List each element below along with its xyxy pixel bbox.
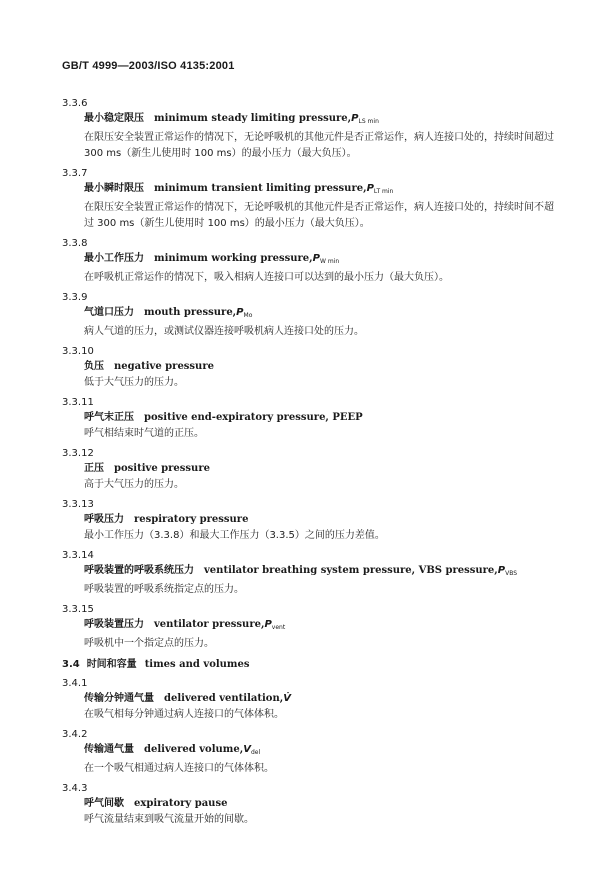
term-heading [84,306,562,323]
term-heading [84,513,562,527]
term-zh: 正压 [84,463,104,474]
term-symbol-sub: VBS [505,570,518,577]
clause-number: 3.4.1 [62,678,88,689]
clause-number: 3.4.2 [62,729,88,740]
term-en: negative pressure [114,361,214,372]
clause-3-4-2 [62,729,562,777]
term-definition: 高于大气压力的压力。 [84,479,184,490]
term-heading [84,618,562,635]
clause-number: 3.3.15 [62,604,94,615]
clause-3-3-9 [62,292,562,340]
term-zh: 传输通气量 [84,744,134,755]
term-definition: 呼气相结束时气道的正压。 [84,428,204,439]
term-zh: 呼吸压力 [84,514,124,525]
term-definition: 呼气流量结束到吸气流量开始的间歇。 [84,814,254,825]
term-heading [84,564,562,581]
clause-number: 3.3.14 [62,550,94,561]
term-zh: 呼气末正压 [84,412,134,423]
term-zh: 传输分钟通气量 [84,693,154,704]
term-symbol: P [236,307,244,318]
term-symbol: V [243,744,251,755]
term-heading [84,692,562,706]
clause-3-4-1 [62,678,562,723]
term-en: mouth pressure, [144,307,237,318]
clause-3-3-7 [62,168,562,232]
clause-3-3-11 [62,397,562,442]
term-symbol: P [264,619,272,630]
term-zh: 最小稳定限压 [84,113,144,124]
clause-3-3-8 [62,238,562,286]
term-en: ventilator breathing system pressure, VBS pressure, [204,565,498,576]
term-heading [84,797,562,811]
term-heading [84,743,562,760]
clause-number: 3.3.13 [62,499,94,510]
clause-3-4-3 [62,783,562,828]
term-zh: 负压 [84,361,104,372]
document-body [62,92,562,828]
term-en: positive end-expiratory pressure, PEEP [144,412,363,423]
standard-code-header: GB/T 4999—2003/ISO 4135:2001 [62,60,235,72]
term-heading [84,411,562,425]
clause-3-3-13 [62,499,562,544]
clause-number: 3.3.12 [62,448,94,459]
term-zh: 最小瞬时限压 [84,183,144,194]
term-symbol-sub: Mo [243,312,253,319]
clause-3-3-15 [62,604,562,652]
term-en: respiratory pressure [134,514,249,525]
term-en: ventilator pressure, [154,619,265,630]
term-definition: 病人气道的压力，或测试仪器连接呼吸机病人连接口处的压力。 [84,326,364,337]
term-en: minimum working pressure, [154,253,313,264]
clause-3-3-14 [62,550,562,598]
clause-number: 3.3.10 [62,346,94,357]
clause-3-3-10 [62,346,562,391]
term-symbol: P [312,253,320,264]
term-symbol-sub: LS min [358,118,379,125]
term-symbol-sub: del [250,749,261,756]
term-symbol: P [366,183,374,194]
term-en: minimum transient limiting pressure, [154,183,367,194]
term-heading [84,182,562,199]
term-definition: 最小工作压力（3.3.8）和最大工作压力（3.3.5）之间的压力差值。 [84,530,385,541]
clause-number: 3.4.3 [62,783,88,794]
clause-3-3-6 [62,98,562,162]
term-symbol-sub: W min [320,258,340,265]
term-definition: 在限压安全装置正常运作的情况下，无论呼吸机的其他元件是否正常运作，病人连接口处的，持续时间超过 300 ms（新生儿使用时 100 ms）的最小压力（最大负压）。 [84,132,554,159]
term-definition: 在吸气相每分钟通过病人连接口的气体体积。 [84,709,284,720]
term-en: delivered volume, [144,744,244,755]
term-heading [84,252,562,269]
term-symbol: P [351,113,359,124]
section-heading-3-4 [62,658,562,672]
term-symbol-sub: vent [271,624,286,631]
term-heading [84,360,562,374]
term-en: expiratory pause [134,798,228,809]
term-symbol: P [497,565,506,576]
term-definition: 低于大气压力的压力。 [84,377,184,388]
clause-number: 3.3.9 [62,292,88,303]
term-en: positive pressure [114,463,210,474]
clause-number: 3.3.6 [62,98,88,109]
term-definition: 呼吸装置的呼吸系统指定点的压力。 [84,584,244,595]
clause-number: 3.3.8 [62,238,88,249]
term-heading [84,462,562,476]
term-zh: 呼吸装置的呼吸系统压力 [84,565,194,576]
term-definition: 在呼吸机正常运作的情况下，吸入相病人连接口可以达到的最小压力（最大负压）。 [84,272,449,283]
term-definition: 在一个吸气相通过病人连接口的气体体积。 [84,763,274,774]
section-title-zh: 时间和容量 [86,659,137,670]
term-en: minimum steady limiting pressure, [154,113,352,124]
clause-number: 3.3.7 [62,168,88,179]
term-en: delivered ventilation, [164,693,284,704]
clause-number: 3.3.11 [62,397,94,408]
section-number: 3.4 [62,659,80,670]
term-definition: 在限压安全装置正常运作的情况下，无论呼吸机的其他元件是否正常运作，病人连接口处的，持续时间不超过 300 ms（新生儿使用时 100 ms）的最小压力（最大负压）。 [84,202,554,229]
term-symbol: V̇ [283,693,291,704]
term-symbol-sub: LT min [373,188,394,195]
term-definition: 呼吸机中一个指定点的压力。 [84,638,214,649]
term-zh: 呼吸装置压力 [84,619,144,630]
term-zh: 呼气间歇 [84,798,124,809]
term-heading [84,112,562,129]
term-zh: 气道口压力 [84,307,134,318]
section-title-en: times and volumes [144,659,250,670]
term-zh: 最小工作压力 [84,253,144,264]
clause-3-3-12 [62,448,562,493]
